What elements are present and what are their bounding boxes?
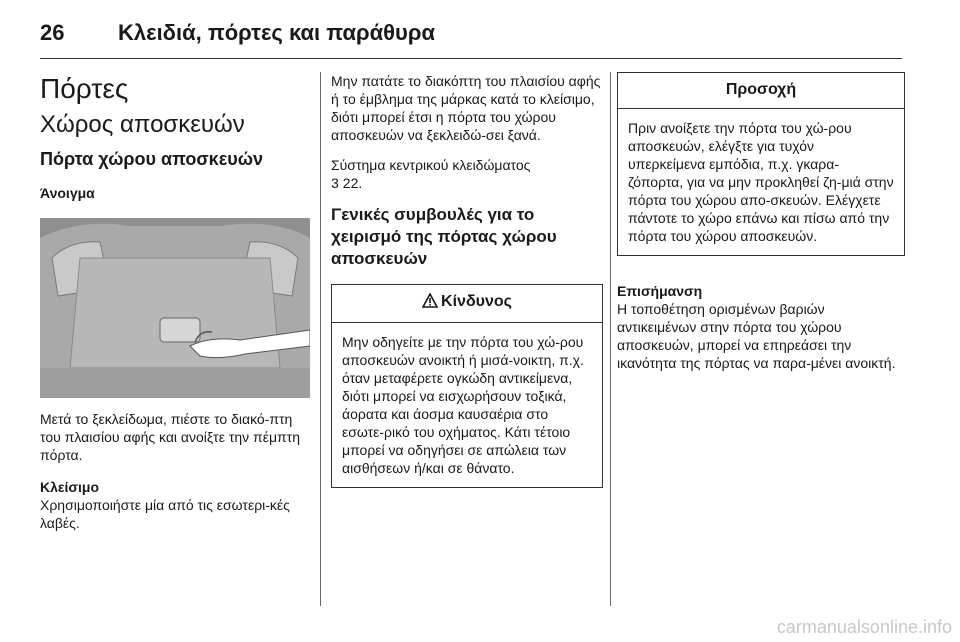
subsection-title: Χώρος αποσκευών (40, 111, 245, 138)
column-divider (610, 72, 611, 606)
open-instructions: Μετά το ξεκλείδωμα, πιέστε το διακό-πτη του πλαισίου αφής και ανοίξτε την πέμπτη πόρτα. (40, 411, 300, 463)
danger-title: Κίνδυνος (441, 293, 512, 310)
general-advice-heading: Γενικές συμβουλές για το χειρισμό της πόρτας χώρου αποσκευών (331, 205, 557, 268)
danger-box (331, 284, 603, 488)
caution-text: Πριν ανοίξετε την πόρτα του χώ-ρου αποσκευών, ελέγξτε για τυχόν υπερκείμενα εμπόδια, π.χ. γκαρα-ζόπορτα, για να μην προκληθεί ζη-μιά στην πόρτα του χώρου απο-σκευών. Ελέγχετε πάντοτε το χώρο επάνω και πίσω από την πόρτα του χώρου αποσκευών. (628, 120, 894, 244)
section-title: Πόρτες (40, 73, 129, 104)
left-column (40, 72, 310, 532)
warning-triangle-icon (422, 293, 438, 313)
column-divider (320, 72, 321, 606)
close-heading: Κλείσιμο (40, 479, 100, 495)
central-lock-ref: Σύστημα κεντρικού κλειδώματος (331, 157, 531, 173)
chapter-title: Κλειδιά, πόρτες και παράθυρα (118, 20, 435, 45)
tailgate-illustration (40, 218, 310, 398)
tailgate-drawing (40, 218, 310, 398)
central-lock-page-ref[interactable] (331, 174, 603, 192)
danger-title-row (332, 285, 602, 323)
page-ref-arrow-icon: 3 (331, 175, 339, 191)
caution-box (617, 72, 905, 256)
open-heading: Άνοιγμα (40, 185, 95, 201)
touchpad-warning-text: Μην πατάτε το διακόπτη του πλαισίου αφής ή το έμβλημα της μάρκας κατά το κλείσιμο, διότι μπορεί έτσι η πόρτα του χώρου αποσκευών να ξεκλειδώ-σει ξανά. (331, 73, 601, 143)
danger-text: Μην οδηγείτε με την πόρτα του χώ-ρου αποσκευών ανοικτή ή μισά-νοικτη, π.χ. όταν μεταφέρετε ογκώδη αντικείμενα, διότι μπορεί να εισχωρήσουν τοξικά, άορατα και άοσμα καυσαέρια στο εσωτε-ρικό του οχήματος. Κάτι τέτοιο μπορεί να οδηγήσει σε απώλεια των αισθήσεων ή/και σε θάνατο. (342, 334, 584, 476)
watermark: carmanualsonline.info (776, 617, 952, 637)
middle-column (331, 72, 603, 488)
caution-title: Προσοχή (618, 73, 904, 109)
note-text: Η τοποθέτηση ορισμένων βαριών αντικειμένων στην πόρτα του χώρου αποσκευών, μπορεί να επηρεάσει την ικανότητα της πόρτας να παρα-μένει ανοικτή. (617, 301, 896, 371)
topic-title: Πόρτα χώρου αποσκευών (40, 149, 263, 169)
central-lock-page: 22. (342, 175, 363, 191)
page-header (40, 14, 902, 59)
close-instructions: Χρησιμοποιήστε μία από τις εσωτερι-κές λαβές. (40, 497, 290, 531)
page-number: 26 (40, 20, 65, 45)
note-heading: Επισήμανση (617, 283, 703, 299)
right-column (617, 72, 905, 372)
